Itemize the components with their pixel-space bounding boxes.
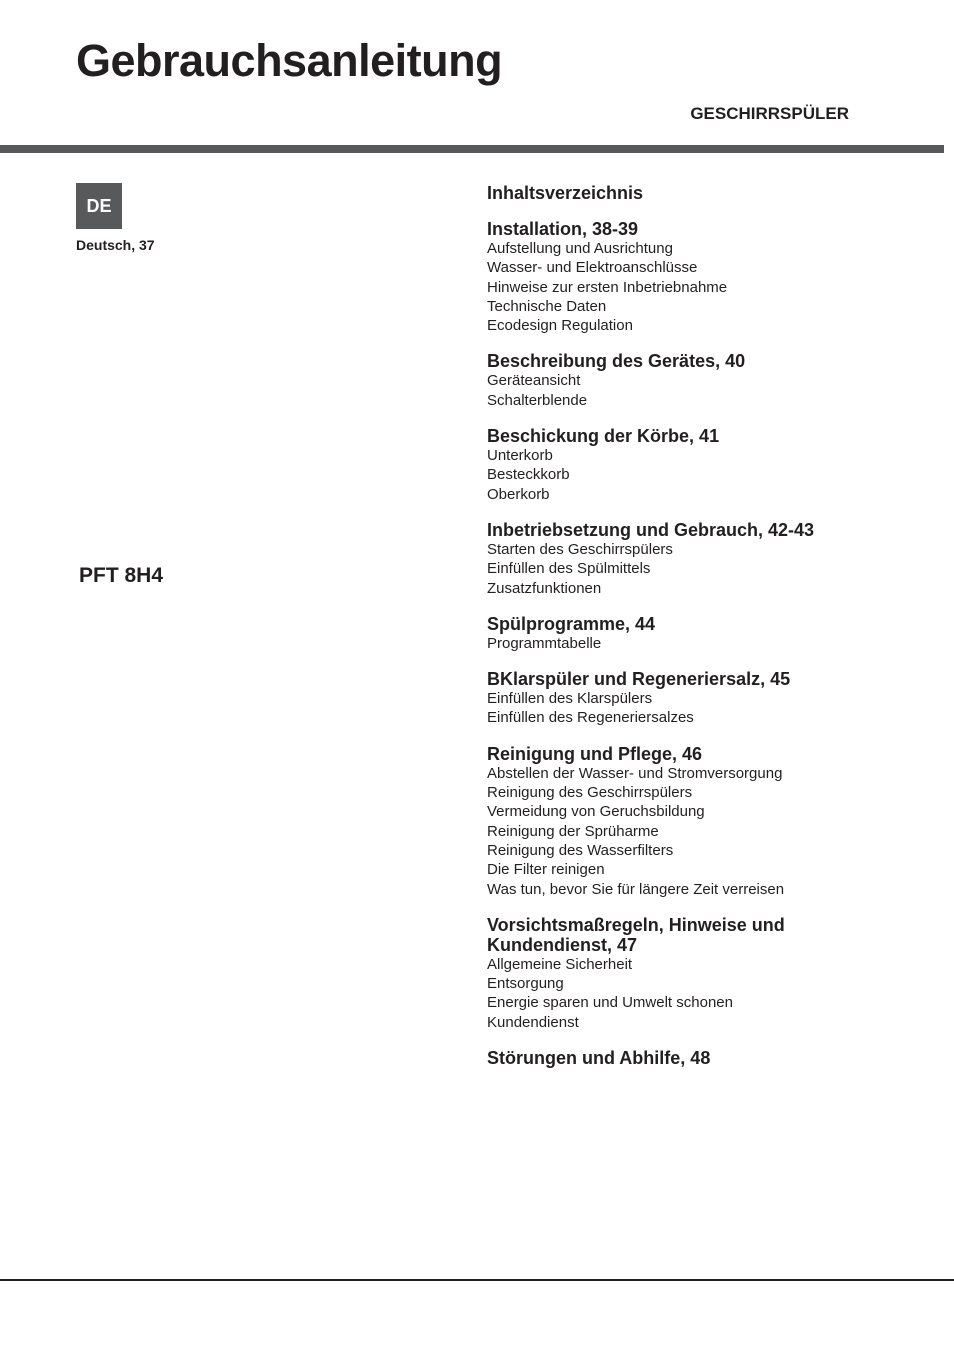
toc-entry: Aufstellung und Ausrichtung <box>487 240 673 257</box>
language-badge: DE <box>76 183 122 229</box>
toc-entry: Technische Daten <box>487 297 607 315</box>
toc-entry: Reinigung des Geschirrspülers <box>487 784 693 802</box>
toc-entry: Einfüllen des Regeneriersalzes <box>487 709 694 727</box>
table-of-contents <box>487 182 887 1084</box>
toc-section <box>487 1048 887 1068</box>
toc-entry: Geräteansicht <box>487 372 581 390</box>
toc-section-title: Beschickung der Körbe, 41 <box>487 426 720 447</box>
toc-section-title: Inbetriebsetzung und Gebrauch, 42-43 <box>487 519 815 540</box>
model-number: PFT 8H4 <box>79 564 164 587</box>
toc-section-title: BKlarspüler und Regeneriersalz, 45 <box>487 669 791 690</box>
footer-divider <box>0 1279 954 1281</box>
toc-section-title: Beschreibung des Gerätes, 40 <box>487 351 746 372</box>
toc-entry: Vermeidung von Geruchsbildung <box>487 803 705 821</box>
toc-entry: Programmtabelle <box>487 634 602 652</box>
toc-entry: Oberkorb <box>487 485 550 503</box>
toc-entry: Die Filter reinigen <box>487 861 605 879</box>
toc-entry: Schalterblende <box>487 391 588 409</box>
toc-entry: Wasser- und Elektroanschlüsse <box>487 259 698 277</box>
toc-entry: Reinigung der Sprüharme <box>487 822 659 840</box>
toc-entry: Ecodesign Regulation <box>487 317 633 335</box>
toc-entry: Energie sparen und Umwelt schonen <box>487 994 733 1012</box>
toc-section-title: Spülprogramme, 44 <box>487 613 656 634</box>
toc-entry: Einfüllen des Spülmittels <box>487 560 651 578</box>
toc-section <box>487 351 887 410</box>
toc-entry: Einfüllen des Klarspülers <box>487 690 653 708</box>
toc-entry: Allgemeine Sicherheit <box>487 955 633 973</box>
toc-heading: Inhaltsverzeichnis <box>487 183 644 203</box>
toc-entry: Unterkorb <box>487 447 553 465</box>
toc-section <box>487 744 887 899</box>
header-divider <box>0 145 944 153</box>
toc-entry: Reinigung des Wasserfilters <box>487 841 674 859</box>
toc-section <box>487 915 887 1032</box>
toc-section <box>487 219 887 335</box>
toc-entry: Besteckkorb <box>487 466 570 484</box>
toc-section-title: Störungen und Abhilfe, 48 <box>487 1048 711 1069</box>
toc-section-title: Vorsichtsmaßregeln, Hinweise und Kundendienst, 47 <box>487 914 785 955</box>
toc-section <box>487 520 887 598</box>
toc-entry: Entsorgung <box>487 975 564 993</box>
toc-sections <box>487 219 887 1068</box>
page-title: Gebrauchsanleitung <box>76 35 503 86</box>
toc-section-title: Reinigung und Pflege, 46 <box>487 743 703 764</box>
language-label: Deutsch, 37 <box>76 237 155 253</box>
toc-section <box>487 426 887 504</box>
toc-entry: Hinweise zur ersten Inbetriebnahme <box>487 278 728 296</box>
product-category: GESCHIRRSPÜLER <box>690 104 849 123</box>
toc-entry: Starten des Geschirrspülers <box>487 540 673 558</box>
toc-section <box>487 669 887 728</box>
toc-entry: Zusatzfunktionen <box>487 579 602 597</box>
toc-section <box>487 614 887 653</box>
toc-entry: Kundendienst <box>487 1013 579 1031</box>
toc-entry: Abstellen der Wasser- und Stromversorgung <box>487 764 783 782</box>
toc-section-title: Installation, 38-39 <box>487 219 639 239</box>
toc-entry: Was tun, bevor Sie für längere Zeit verreisen <box>487 880 785 898</box>
